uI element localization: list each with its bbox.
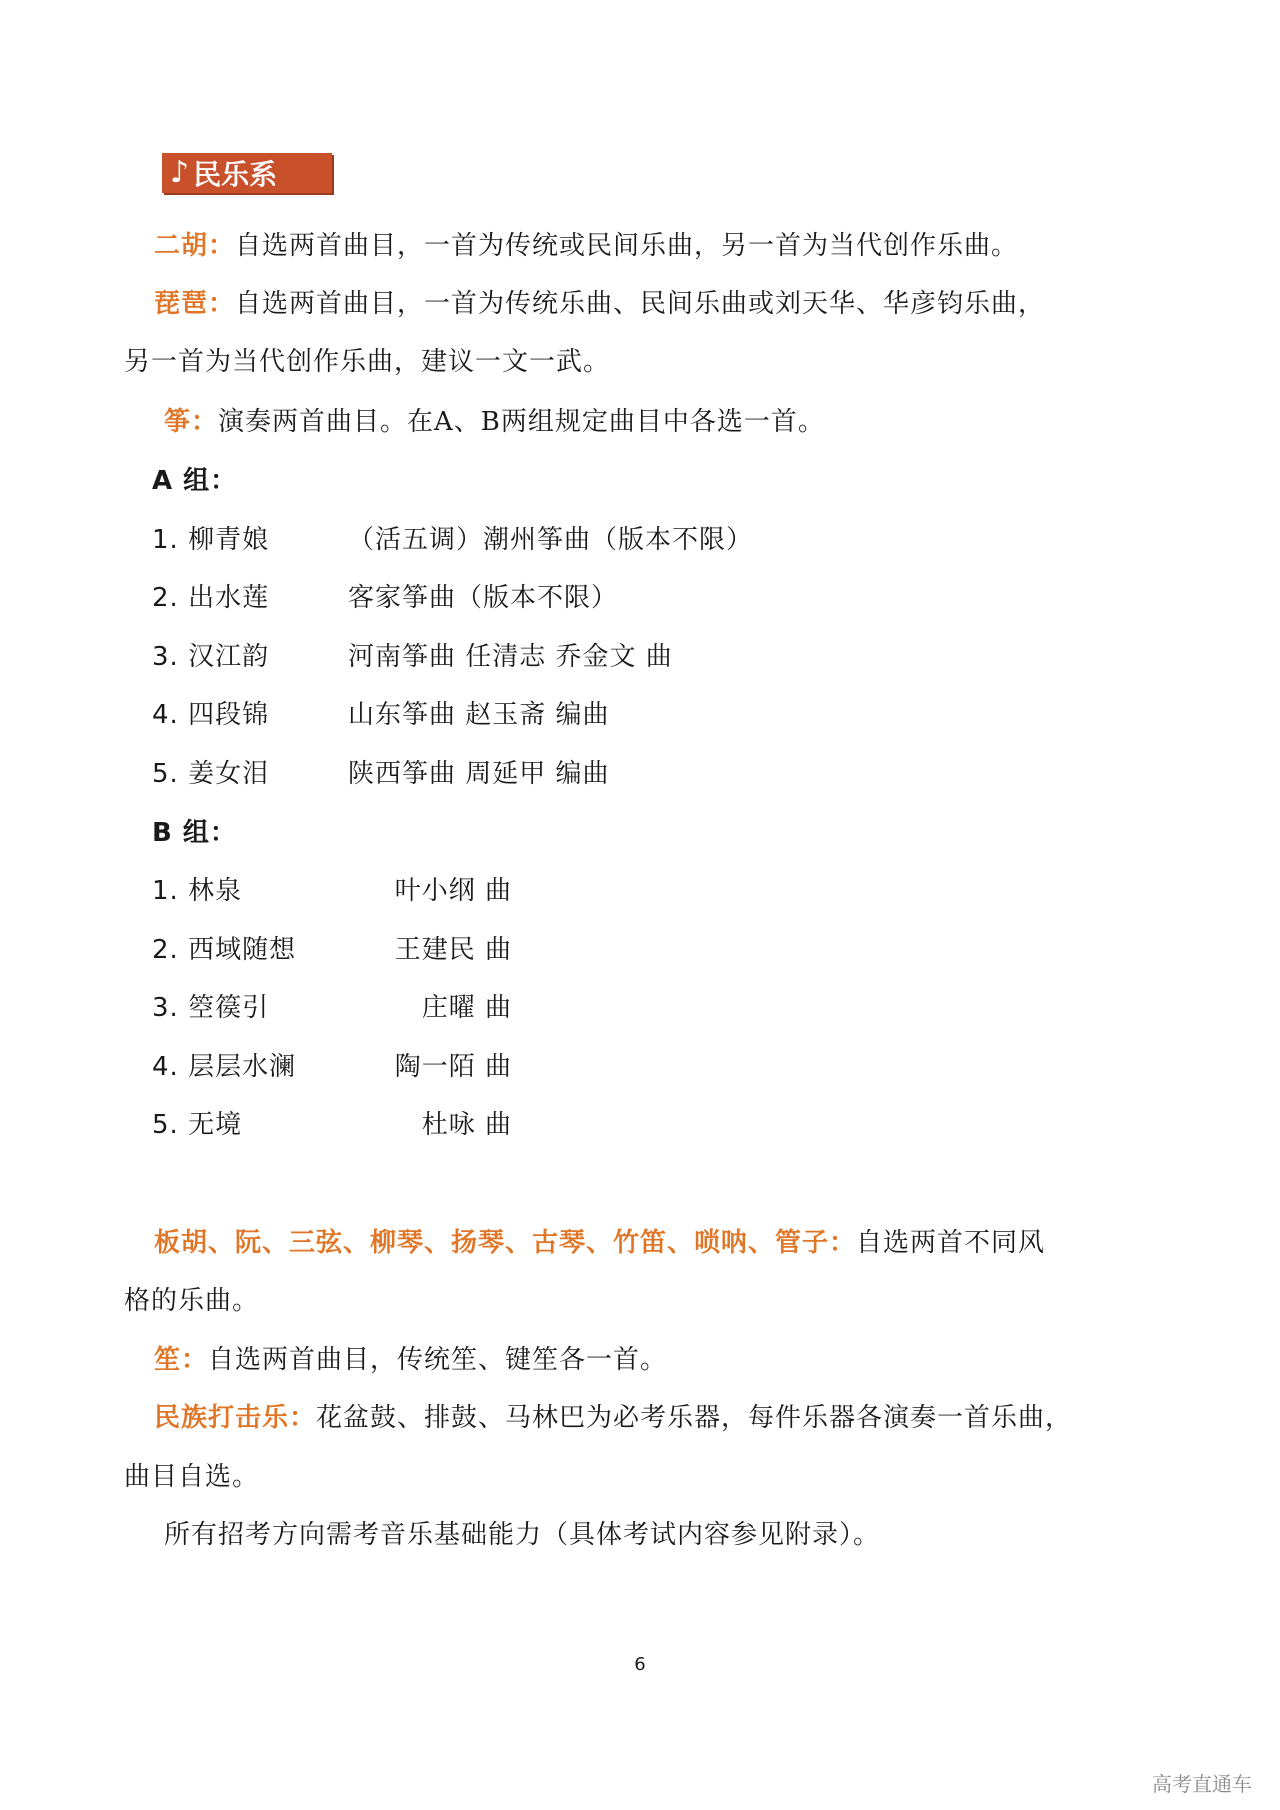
percussion-line-1 xyxy=(154,1400,1072,1436)
watermark: 高考直通车 xyxy=(1152,1772,1252,1796)
group-b-item xyxy=(152,990,512,1026)
group-a-item xyxy=(152,522,754,558)
group-a-item-info: （活五调）潮州筝曲（版本不限） xyxy=(348,525,754,555)
group-b-item-info: 杜咏 曲 xyxy=(421,1110,512,1140)
zheng-label: 筝： xyxy=(164,407,219,437)
group-b-title: B 组： xyxy=(152,818,237,848)
group-a-item-name: 5. 姜女泪 xyxy=(152,759,270,789)
erhu-text: 自选两首曲目，一首为传统或民间乐曲，另一首为当代创作乐曲。 xyxy=(235,231,1019,261)
percussion-text-1: 花盆鼓、排鼓、马林巴为必考乐器，每件乐器各演奏一首乐曲， xyxy=(316,1403,1073,1433)
group-b-item-name: 1. 林泉 xyxy=(152,876,243,906)
sheng-text: 自选两首曲目，传统笙、键笙各一首。 xyxy=(208,1345,668,1375)
group-a-item xyxy=(152,639,673,675)
group-a-item-name: 3. 汉江韵 xyxy=(152,642,270,672)
zheng-line xyxy=(164,404,825,440)
erhu-line xyxy=(154,228,1018,264)
group-a-item-info: 客家筝曲（版本不限） xyxy=(348,583,619,613)
others-label: 板胡、阮、三弦、柳琴、扬琴、古琴、竹笛、唢呐、管子： xyxy=(154,1228,857,1258)
erhu-label: 二胡： xyxy=(154,231,236,261)
group-a-title: A 组： xyxy=(152,466,238,496)
group-a-item-info: 陕西筝曲 周延甲 编曲 xyxy=(348,759,610,789)
group-b-item xyxy=(152,1107,512,1143)
sheng-line xyxy=(154,1342,667,1378)
sheng-label: 笙： xyxy=(154,1345,209,1375)
pipa-line-2 xyxy=(124,344,610,380)
group-b-item-info: 王建民 曲 xyxy=(394,935,512,965)
group-b-item xyxy=(152,1049,512,1085)
others-line-1 xyxy=(154,1225,1045,1261)
others-line-2 xyxy=(124,1283,259,1319)
group-b-item-name: 3. 箜篌引 xyxy=(152,993,270,1023)
pipa-text-1: 自选两首曲目，一首为传统乐曲、民间乐曲或刘天华、华彦钧乐曲， xyxy=(235,289,1046,319)
group-a-item-info: 山东筝曲 赵玉斋 编曲 xyxy=(348,700,610,730)
group-a-item xyxy=(152,580,619,616)
pipa-line-1 xyxy=(154,286,1045,322)
group-b-item xyxy=(152,873,512,909)
pipa-text-2: 另一首为当代创作乐曲，建议一文一武。 xyxy=(124,347,611,377)
group-b-item-name: 4. 层层水澜 xyxy=(152,1052,297,1082)
section-header xyxy=(162,153,332,193)
group-b-item xyxy=(152,932,512,968)
music-note-icon: ♪ xyxy=(170,155,190,190)
section-title: 民乐系 xyxy=(193,158,278,191)
group-b-item-name: 2. 西域随想 xyxy=(152,935,297,965)
page-number: 6 xyxy=(634,1654,646,1675)
percussion-label: 民族打击乐： xyxy=(154,1403,317,1433)
exam-note: 所有招考方向需考音乐基础能力（具体考试内容参见附录）。 xyxy=(164,1520,881,1550)
group-a-item xyxy=(152,756,610,792)
group-a-item-info: 河南筝曲 任清志 乔金文 曲 xyxy=(348,642,673,672)
pipa-label: 琵琶： xyxy=(154,289,236,319)
zheng-text: 演奏两首曲目。在A、B两组规定曲目中各选一首。 xyxy=(218,407,825,437)
percussion-line-2 xyxy=(124,1459,259,1495)
group-a-item-name: 4. 四段锦 xyxy=(152,700,270,730)
group-b-item-info: 叶小纲 曲 xyxy=(394,876,512,906)
group-a-item xyxy=(152,697,610,733)
others-text-2: 格的乐曲。 xyxy=(124,1286,260,1316)
others-text-1: 自选两首不同风 xyxy=(856,1228,1046,1258)
group-a-item-name: 1. 柳青娘 xyxy=(152,525,270,555)
percussion-text-2: 曲目自选。 xyxy=(124,1462,260,1492)
group-b-item-name: 5. 无境 xyxy=(152,1110,243,1140)
group-b-item-info: 陶一陌 曲 xyxy=(394,1052,512,1082)
group-b-item-info: 庄曜 曲 xyxy=(421,993,512,1023)
group-a-item-name: 2. 出水莲 xyxy=(152,583,270,613)
